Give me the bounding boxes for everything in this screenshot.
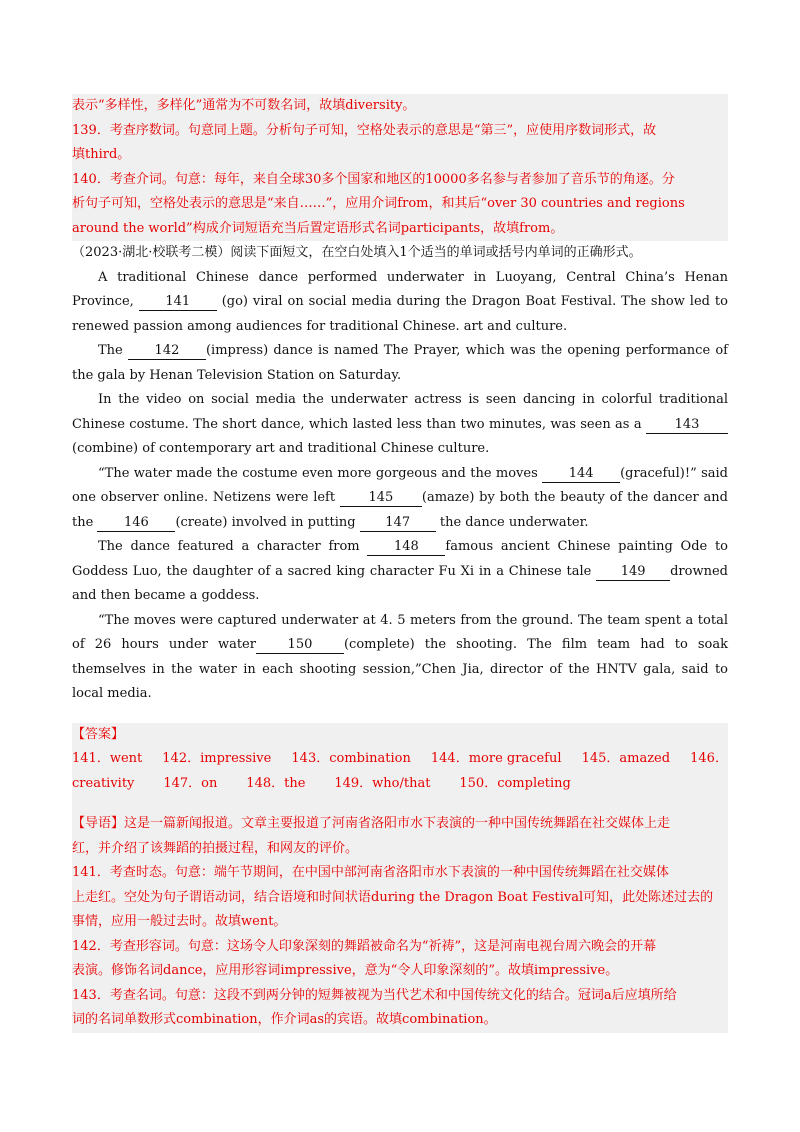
explanation-line: 事情，应用一般过去时。故填went。 [72,914,287,929]
answer-row [72,772,728,797]
explanation-line: 上走红。空处为句子谓语动词，结合语境和时间状语during the Dragon Boat Festival可知，此处陈述过去的 [72,889,714,905]
explanation-line: 140．考查介词。句意：每年，来自全球30多个国家和地区的10000多名参与者参加了音乐节的角逐。分 [72,171,675,187]
answer-item: 149．who/that [334,775,431,791]
answer-item: 147．on [163,775,218,791]
blank-143: 143 [646,416,728,434]
explanation-line: 析句子可知，空格处表示的意思是“来自……”，应用介词from，和其后“over 30 countries and regions [72,196,685,211]
blank-144: 144 [542,465,620,483]
exercise-instructions: （2023·湖北·校联考二模）阅读下面短文，在空白处填入1个适当的单词或括号内单词的正确形式。 [72,245,642,260]
passage-paragraph: A traditional Chinese dance performed underwater in Luoyang, Central China’s Henan Province, 141 (go) viral on social media during the Dragon Boat Festival. The show led to renewed passion among audiences for traditional Chinese. art and culture. [72,269,728,334]
explanation-line: 143．考查名词。句意：这段不到两分钟的短舞被视为当代艺术和中国传统文化的结合。冠词a后应填所给 [72,987,677,1003]
answer-item: 144．more graceful [430,751,562,766]
answer-item: creativity [72,775,135,791]
answer-item: 146． [690,751,728,766]
answer-label: 【答案】 [72,726,125,742]
explanation-line: 表演。修饰名词dance，应用形容词impressive，意为“令人印象深刻的”。故填impressive。 [72,963,619,978]
answer-block [72,723,728,1033]
answer-row [72,747,728,772]
blank-146: 146 [97,514,175,532]
explanation-line: 词的名词单数形式combination，作介词as的宾语。故填combination。 [72,1012,497,1027]
explanation-line: 红，并介绍了该舞蹈的拍摄过程，和网友的评价。 [72,840,359,856]
answer-item: 150．completing [459,775,571,791]
passage-paragraph: The dance featured a character from 148 famous ancient Chinese painting Ode to Goddess Luo, the daughter of a sacred king character Fu Xi in a Chinese tale 149 drowned and then became a goddess. [72,539,728,603]
answer-item: 145．amazed [581,751,671,766]
blank-150: 150 [256,636,344,654]
explanation-line: 139．考查序数词。句意同上题。分析句子可知，空格处表示的意思是“第三”，应使用序数词形式，故 [72,122,657,138]
answer-item: 148．the [246,775,306,791]
explanation-line: 142．考查形容词。句意：这场令人印象深刻的舞蹈被命名为“祈祷”，这是河南电视台周六晚会的开幕 [72,938,657,954]
passage-paragraph: “The water made the costume even more gorgeous and the moves 144 (graceful)!” said one observer online. Netizens were left 145 (amaze) by both the beauty of the dancer and the 146 (create) involved in putting 147 the dance underwater. [72,465,728,530]
blank-149: 149 [596,563,670,581]
passage-paragraph: The 142 (impress) dance is named The Prayer, which was the opening performance of the gala by Henan Television Station on Saturday. [72,343,728,383]
blank-145: 145 [340,489,422,507]
explanation-line: 【导语】这是一篇新闻报道。文章主要报道了河南省洛阳市水下表演的一种中国传统舞蹈在社交媒体上走 [72,816,671,831]
blank-147: 147 [360,514,436,532]
answer-item: 142．impressive [162,751,272,766]
answer-item: 143．combination [291,751,411,766]
blank-148: 148 [367,538,445,556]
explanation-line: around the world”构成介词短语充当后置定语形式名词participants，故填from。 [72,220,564,236]
explanation-line: 表示“多样性，多样化”通常为不可数名词，故填diversity。 [72,98,416,113]
blank-141: 141 [139,293,217,311]
passage-paragraph: In the video on social media the underwater actress is seen dancing in colorful traditional Chinese costume. The short dance, which lasted less than two minutes, was seen as a 143(combine) of contemporary art and traditional Chinese culture. [72,392,728,456]
blank-142: 142 [128,342,206,360]
explanation-line: 141．考查时态。句意：端午节期间，在中国中部河南省洛阳市水下表演的一种中国传统舞蹈在社交媒体 [72,865,669,880]
explanation-line: 填third。 [72,147,131,162]
answer-item: 141．went [72,751,143,766]
passage-paragraph: “The moves were captured underwater at 4. 5 meters from the ground. The team spent a total of 26 hours under water 150 (complete) the shooting. The film team had to soak themselves in the water in each shooting session,”Chen Jia, director of the HNTV gala, said to local media. [72,612,729,701]
previous-answer-block [72,94,728,241]
document-page [72,94,728,1033]
